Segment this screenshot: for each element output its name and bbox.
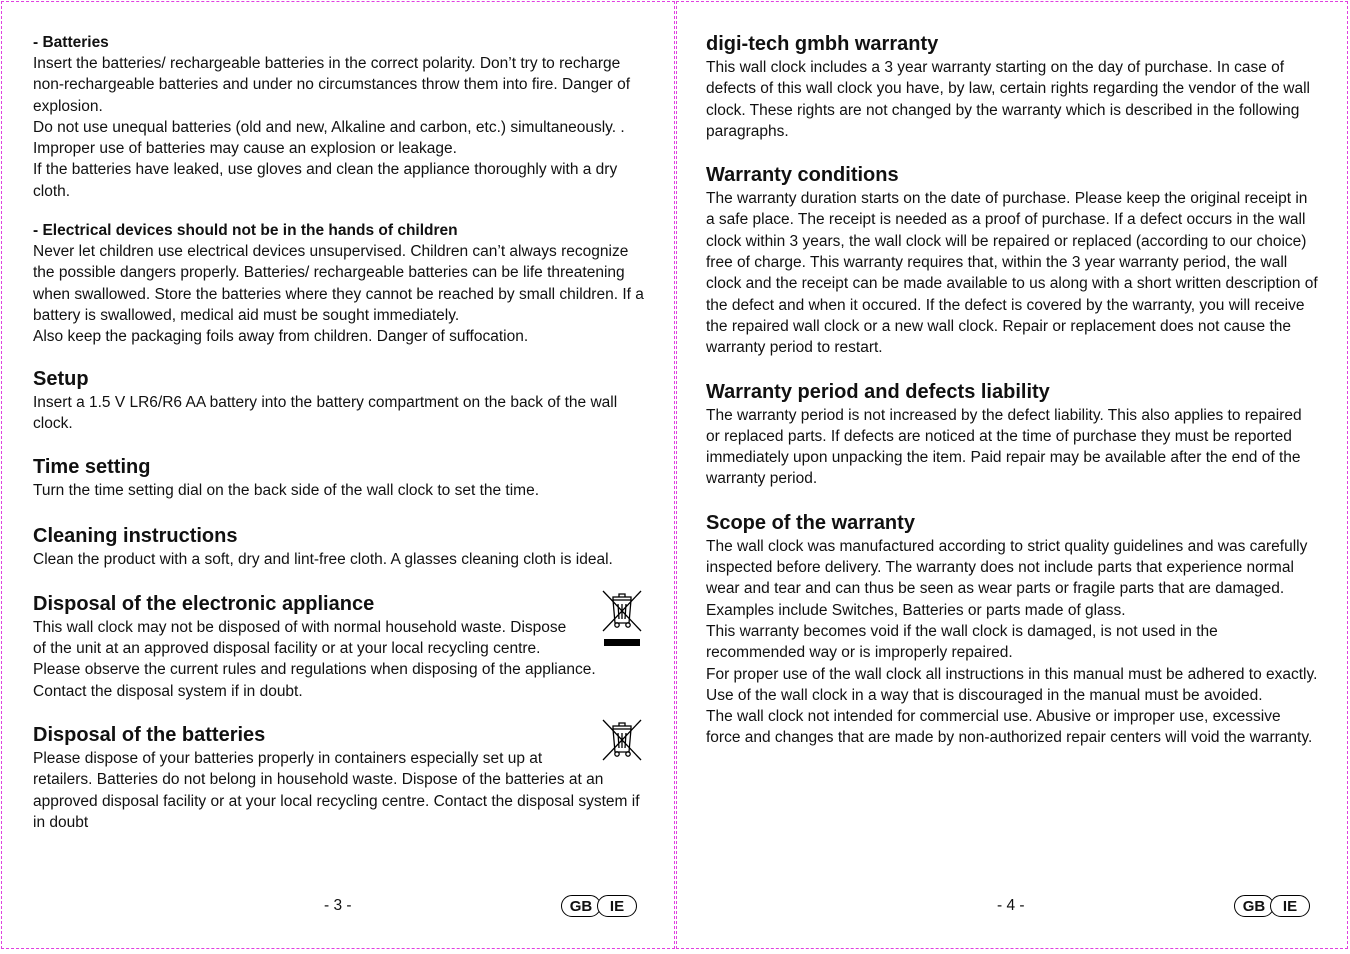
setup-heading: Setup [33,367,89,390]
page-3-content [33,32,645,833]
setup-text: Insert a 1.5 V LR6/R6 AA battery into the battery compartment on the back of the wall clock. [33,393,618,432]
lang-badge-gb: GB [561,895,601,917]
disposal-appliance-line: This wall clock may not be disposed of with normal household waste. Dispose [33,618,567,636]
batteries-paragraph: Insert the batteries/ rechargeable batteries in the correct polarity. Don’t try to recharge non-rechargeable batteries and under no circumstances throw them into fire. Danger of explosion. [33,55,631,115]
disposal-batteries-heading: Disposal of the batteries [33,723,266,746]
disposal-appliance-line: Contact the disposal system if in doubt. [33,682,303,700]
warranty-text: This wall clock includes a 3 year warranty starting on the day of purchase. In case of defects of this wall clock you have, by law, certain rights regarding the vendor of the wall clock. These rights are not changed by the warranty which is described in the following paragraphs. [706,59,1310,140]
disposal-appliance-line: of the unit at an approved disposal facility or at your local recycling centre. [33,640,541,658]
children-paragraph: Also keep the packaging foils away from children. Danger of suffocation. [33,328,529,346]
warranty-scope-paragraph: The wall clock not intended for commercial use. Abusive or improper use, excessive force and changes that are made by non-authorized repair centers will void the warranty. [706,708,1313,747]
page-3 [1,1,675,949]
disposal-batteries-line: Please dispose of your batteries properly in containers especially set up at [33,749,543,767]
cleaning-heading: Cleaning instructions [33,525,238,548]
page-4 [676,1,1348,949]
children-paragraph: Never let children use electrical devices unsupervised. Children can’t always recognize the possible dangers properly. Batteries/ rechargeable batteries can be life threatening when swallowed. Store the batteries where they cannot be reached by small children. If a battery is swallowed, medical aid must be sought immediately. [33,243,644,324]
lang-badge-ie: IE [597,895,637,917]
language-badges [561,895,637,917]
warranty-period-text: The warranty period is not increased by the defect liability. This also applies to repaired or replaced parts. If defects are noticed at the time of purchase they must be reported immediately upon unpacking the item. Paid repair may be available after the end of the warranty period. [706,406,1302,488]
page-number: - 3 - [324,897,352,914]
crossed-out-wheelie-bin-icon [600,718,644,767]
warranty-scope-paragraph: For proper use of the wall clock all instructions in this manual must be adhered to exactly. Use of the wall clock in a way that is discouraged in the manual must be avoided. [706,665,1318,704]
time-setting-text: Turn the time setting dial on the back side of the wall clock to set the time. [33,482,540,500]
page-4-content [706,32,1318,749]
warranty-conditions-text: The warranty duration starts on the date of purchase. Please keep the original receipt in a safe place. The receipt is needed as a proof of purchase. If a defect occurs in the wall clock within 3 years, the wall clock will be repaired or replaced (according to our choice) free of charge. This warranty requires that, within the 3 year warranty period, the wall clock and the receipt can be made available to us along with a short written description of the defect and when it occured. If the defect is covered by the warranty, you will receive the repaired wall clock or a new wall clock. Repair or replacement does not cause the warranty period to restart. [706,190,1318,357]
warranty-period-heading: Warranty period and defects liability [706,380,1050,403]
warranty-conditions-heading: Warranty conditions [706,164,899,187]
lang-badge-gb: GB [1234,895,1274,917]
children-heading: - Electrical devices should not be in the hands of children [33,222,458,240]
disposal-batteries-section [33,723,645,833]
disposal-appliance-heading: Disposal of the electronic appliance [33,592,375,615]
language-badges [1234,895,1310,917]
warranty-scope-paragraph: The wall clock was manufactured according to strict quality guidelines and was carefully inspected before delivery. The warranty does not include parts that experience normal wear and tear and can thus be seen as wear parts or fragile parts that are damaged. Examples include Switches, Batteries or parts made of glass. [706,537,1308,619]
disposal-appliance-line: Please observe the current rules and regulations when disposing of the appliance. [33,661,596,679]
disposal-appliance-section [33,592,645,702]
disposal-batteries-line: retailers. Batteries do not belong in household waste. Dispose of the batteries at an approved disposal facility or at your local recycling centre. Contact the disposal system if in doubt [33,771,640,831]
warranty-heading: digi-tech gmbh warranty [706,33,939,55]
batteries-paragraph: If the batteries have leaked, use gloves and clean the appliance thoroughly with a dry cloth. [33,161,618,200]
cleaning-text: Clean the product with a soft, dry and lint-free cloth. A glasses cleaning cloth is ideal. [33,551,613,569]
warranty-scope-paragraph: This warranty becomes void if the wall clock is damaged, is not used in the recommended way or is improperly repaired. [706,622,1218,662]
lang-badge-ie: IE [1270,895,1310,917]
batteries-heading: - Batteries [33,34,109,51]
page-number: - 4 - [997,897,1025,914]
warranty-scope-heading: Scope of the warranty [706,511,915,534]
crossed-out-wheelie-bin-icon [600,589,644,656]
batteries-paragraph: Do not use unequal batteries (old and new, Alkaline and carbon, etc.) simultaneously. . Improper use of batteries may cause an explosion or leakage. [33,118,625,158]
time-setting-heading: Time setting [33,456,151,479]
